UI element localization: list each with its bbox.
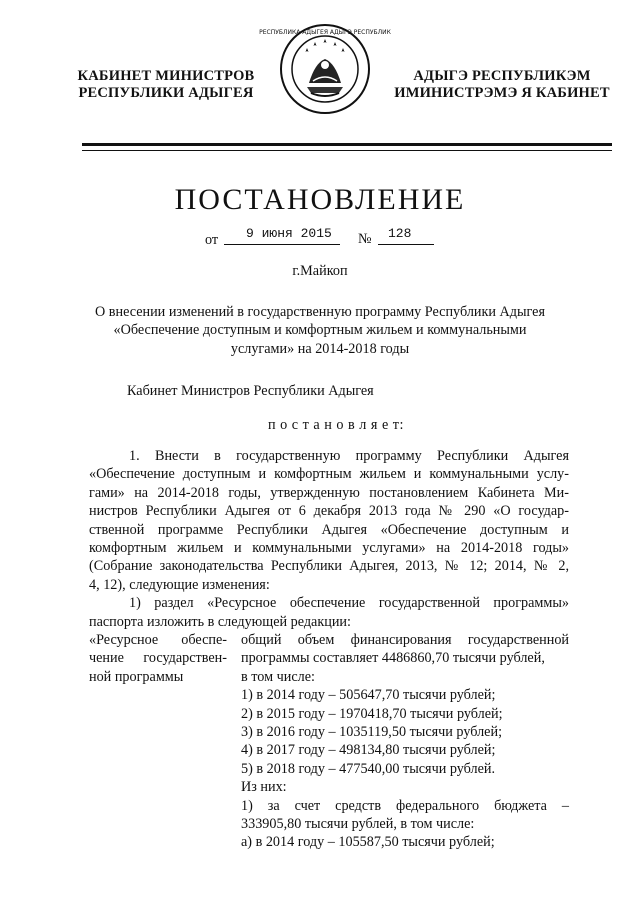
subject-line-3: услугами» на 2014-2018 годы — [230, 340, 410, 357]
date-prefix: от — [205, 232, 219, 248]
number-field — [378, 226, 434, 245]
body-line: 4, 12), следующие изменения: — [89, 576, 270, 593]
subject-block — [60, 303, 580, 358]
table-left-line: чение государствен- — [89, 650, 227, 667]
issuer: Кабинет Министров Республики Адыгея — [127, 383, 374, 399]
resource-table-left — [89, 631, 227, 686]
body-line: 1. Внести в государственную программу Республики Адыгея — [129, 448, 569, 464]
subject-line-2: «Обеспечение доступным и комфортным жильем и коммунальными — [113, 322, 527, 339]
emblem-text: РЕСПУБЛИКА АДЫГЕЯ АДЫГЭ РЕСПУБЛИК — [259, 29, 391, 36]
body-line: паспорта изложить в следующей редакции: — [89, 613, 351, 630]
table-right-line: общий объем финансирования государственной — [241, 632, 569, 648]
table-right-line: 1) в 2014 году – 505647,70 тысячи рублей; — [241, 687, 496, 704]
table-right-line: 3) в 2016 году – 1035119,50 тысячи рублей; — [241, 724, 503, 741]
date-value: 9 июня 2015 — [246, 226, 332, 241]
document-type-title: ПОСТАНОВЛЕНИЕ — [174, 183, 466, 216]
header-right-line2: ИМИНИСТРЭМЭ Я КАБИНЕТ — [394, 85, 610, 101]
body-line: комфортным жильем и коммунальными услугами» на 2014-2018 годы» — [89, 540, 569, 557]
table-right-line: 1) за счет средств федерального бюджета – — [241, 797, 569, 814]
table-right-line: Из них: — [241, 779, 287, 796]
header-left-line2: РЕСПУБЛИКИ АДЫГЕЯ — [78, 85, 254, 101]
city: г.Майкоп — [292, 263, 348, 279]
body-line: 1) раздел «Ресурсное обеспечение государственной программы» — [129, 595, 569, 612]
body-text — [89, 447, 569, 631]
subject-line-1: О внесении изменений в государственную программу Республики Адыгея — [95, 304, 545, 320]
table-right-line: 2) в 2015 году – 1970418,70 тысячи рублей; — [241, 705, 503, 722]
table-right-line: 333905,80 тысячи рублей, в том числе: — [241, 816, 475, 833]
number-prefix: № — [358, 231, 372, 247]
body-line: ственной программе Республики Адыгея «Обеспечение доступным и — [89, 521, 569, 538]
header-rule-thin — [82, 150, 612, 151]
body-line: «Обеспечение доступным и комфортным жильем и коммунальными услу- — [89, 466, 569, 483]
resource-table-right — [241, 631, 569, 852]
table-right-line: а) в 2014 году – 105587,50 тысячи рублей; — [241, 834, 495, 851]
table-left-line: «Ресурсное обеспе- — [89, 632, 227, 648]
table-right-line: 5) в 2018 году – 477540,00 тысячи рублей. — [241, 760, 496, 777]
table-right-line: программы составляет 4486860,70 тысячи рублей, — [241, 650, 545, 667]
body-line: гами» на 2014-2018 годы, утвержденную постановлением Кабинета Ми- — [89, 484, 569, 501]
resolves-word: п о с т а н о в л я е т: — [268, 417, 404, 433]
body-line: (Собрание законодательства Республики Адыгея, 2013, № 12; 2014, № 2, — [89, 558, 569, 575]
table-right-line: в том числе: — [241, 668, 315, 685]
header-left — [66, 68, 266, 102]
header-right — [392, 68, 612, 102]
number-value: 128 — [388, 226, 412, 241]
header-right-line1: АДЫГЭ РЕСПУБЛИКЭМ — [413, 68, 591, 84]
date-field — [224, 226, 340, 245]
header-rule-thick — [82, 143, 612, 146]
table-left-line: ной программы — [89, 668, 184, 685]
body-line: нистров Республики Адыгея от 6 декабря 2013 года № 290 «О государ- — [89, 503, 569, 520]
header-left-line1: КАБИНЕТ МИНИСТРОВ — [77, 68, 255, 84]
table-right-line: 4) в 2017 году – 498134,80 тысячи рублей; — [241, 742, 496, 759]
state-emblem — [259, 23, 391, 115]
